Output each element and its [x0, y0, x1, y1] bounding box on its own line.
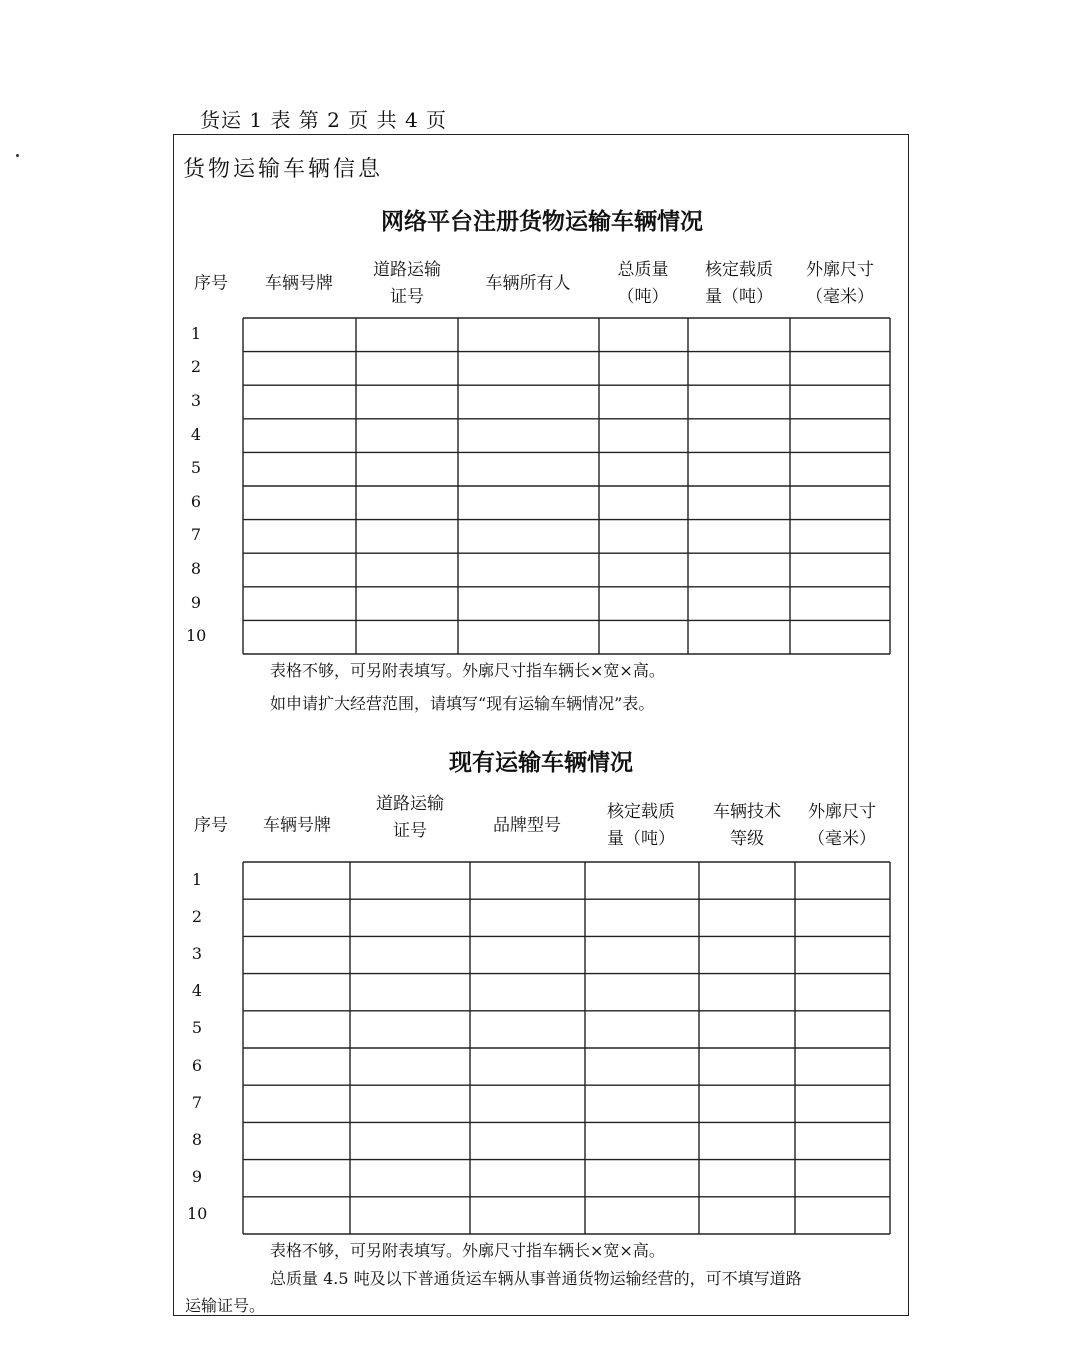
- table2-col-rated-load: 核定载质 量（吨）: [607, 802, 675, 849]
- table2-col-tech-grade: 车辆技术 等级: [713, 802, 781, 849]
- row-number: 6: [190, 491, 202, 511]
- row-number: 3: [191, 944, 203, 963]
- table2-note-3: 运输证号。: [185, 1296, 266, 1315]
- table1-col-gross-mass: 总质量 （吨）: [617, 260, 669, 307]
- row-number: 6: [191, 1055, 203, 1075]
- table1-col-index: 序号: [194, 273, 228, 294]
- table2-note-1: 表格不够，可另附表填写。外廓尺寸指车辆长×宽×高。: [270, 1241, 665, 1260]
- row-number: 9: [190, 592, 202, 612]
- table1-col-permit: 道路运输 证号: [373, 260, 441, 307]
- row-number: 7: [191, 1092, 203, 1112]
- table2-col-brand-model: 品牌型号: [493, 815, 561, 836]
- row-number: 2: [190, 357, 202, 377]
- table1-col-owner: 车辆所有人: [485, 273, 571, 294]
- table1-col-dimensions: 外廓尺寸 （毫米）: [806, 260, 874, 307]
- form-page-indicator: 货运 1 表 第 2 页 共 4 页: [200, 108, 448, 132]
- table1-grid: [243, 318, 890, 654]
- table2-note-2: 总质量 4.5 吨及以下普通货运车辆从事普通货物运输经营的，可不填写道路: [270, 1269, 802, 1288]
- table1-note-1: 表格不够，可另附表填写。外廓尺寸指车辆长×宽×高。: [270, 661, 665, 680]
- table2-col-permit: 道路运输 证号: [376, 794, 444, 841]
- row-number: 10: [187, 1204, 208, 1224]
- row-number: 8: [191, 1130, 203, 1149]
- row-number: 8: [190, 559, 202, 578]
- row-number: 5: [190, 458, 202, 478]
- section-label: 货物运输车辆信息: [183, 157, 384, 182]
- row-number: 10: [186, 626, 207, 646]
- row-number: 7: [190, 525, 202, 545]
- table1-col-rated-load: 核定载质 量（吨）: [705, 260, 773, 307]
- table2-col-plate: 车辆号牌: [263, 815, 331, 836]
- row-number: 5: [191, 1018, 203, 1038]
- row-number: 1: [191, 869, 203, 889]
- row-number: 4: [190, 424, 202, 444]
- row-number: 1: [190, 323, 202, 343]
- row-number: 3: [190, 391, 202, 410]
- table2-grid: [243, 862, 890, 1234]
- table1-col-plate: 车辆号牌: [265, 273, 333, 294]
- table2-col-dimensions: 外廓尺寸 （毫米）: [808, 802, 876, 849]
- row-number: 4: [191, 981, 203, 1001]
- row-number: 2: [191, 906, 203, 926]
- table1-note-2: 如申请扩大经营范围，请填写“现有运输车辆情况”表。: [270, 694, 655, 713]
- row-number: 9: [191, 1167, 203, 1187]
- table1-title: 网络平台注册货物运输车辆情况: [381, 209, 703, 235]
- table2-title: 现有运输车辆情况: [449, 750, 633, 776]
- table2-col-index: 序号: [194, 815, 228, 836]
